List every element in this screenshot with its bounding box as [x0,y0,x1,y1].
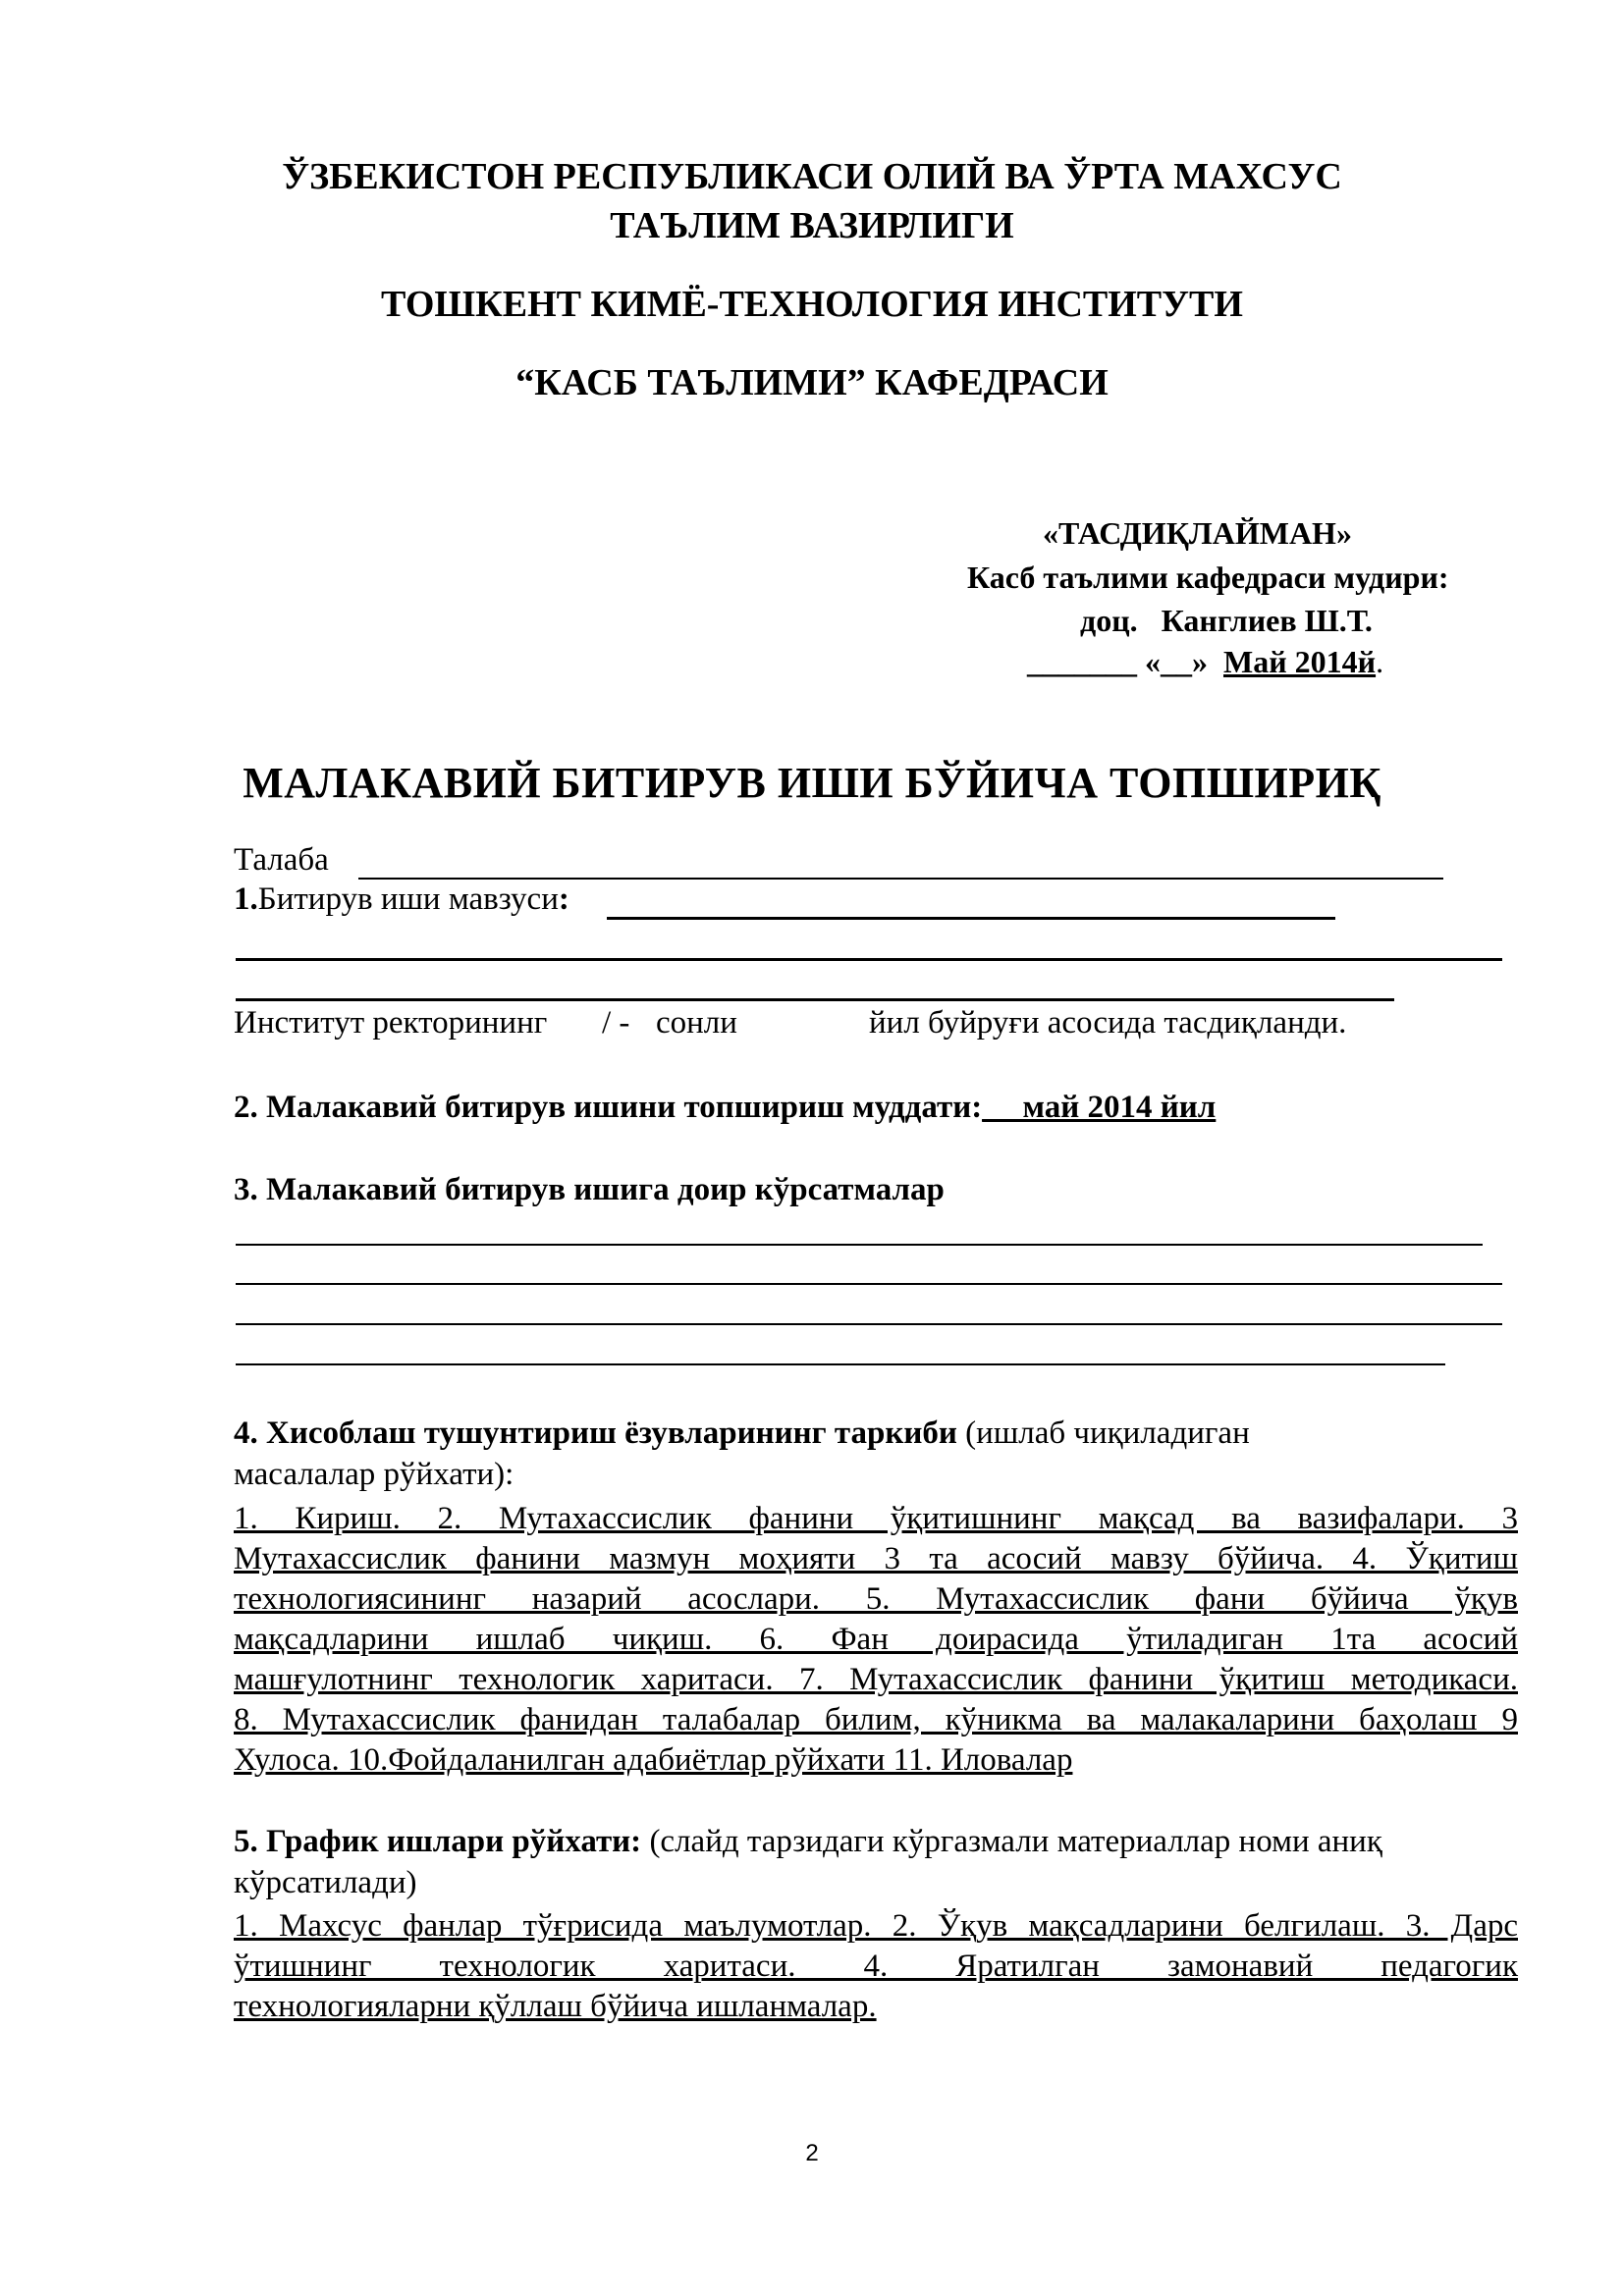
approval-name-line [1080,603,1373,639]
section-3-blank-line-2 [236,1283,1502,1285]
ministry-line-1: ЎЗБЕКИСТОН РЕСПУБЛИКАСИ ОЛИЙ ВА ЎРТА МАХСУС [282,156,1342,197]
section-2-line [234,1090,1216,1126]
section-4-line: 1. Кириш. 2. Мутахассислик фанини ўқитишнинг мақсад ва вазифалари. 3 [234,1501,1518,1536]
approval-position: Касб таълими кафедраси мудири: [967,560,1449,595]
section-5-label-line-2: кўрсатилади) [234,1865,417,1900]
department-name: “КАСБ ТАЪЛИМИ” КАФЕДРАСИ [515,362,1109,403]
section-5-line: ўтишнинг технологик харитаси. 4. Яратилган замонавий педагогик [234,1949,1518,1984]
approval-date-blank: _______ [1027,644,1137,679]
approval-name: Канглиев Ш.Т. [1161,603,1373,638]
topic-number: 1. [234,881,258,917]
section-4-line: машғулотнинг технологик харитаси. 7. Мутахассислик фанини ўқитиш методикаси. [234,1662,1518,1697]
order-text-2: / - [602,1005,630,1041]
section-5-line: 1. Махсус фанлар тўғрисида маълумотлар. 2. Ўқув мақсадларини белгилаш. 3. Дарс [234,1908,1518,1944]
section-5-label: 5. График ишлари рўйхати: [234,1824,642,1859]
section-5-heading [234,1824,1382,1860]
page-number: 2 [805,2140,819,2166]
section-5-label-rest: (слайд тарзидаги кўргазмали материаллар номи аниқ [641,1824,1382,1859]
topic-label-line [234,881,569,918]
student-label: Талаба [234,842,329,878]
order-text-4: йил буйруғи асосида тасдиқланди. [869,1005,1347,1041]
section-3-blank-line-3 [236,1323,1502,1325]
section-4-line: Хулоса. 10.Фойдаланилган адабиётлар рўйхати 11. Иловалар [234,1742,1073,1778]
order-text-3: сонли [656,1005,737,1041]
topic-colon: : [558,881,569,917]
approval-date-month-year: Май 2014й [1223,644,1377,679]
section-4-label: 4. Хисоблаш тушунтириш ёзувларининг таркиби [234,1415,957,1451]
topic-blank-line-1 [607,917,1335,920]
section-3-blank-line-4 [236,1363,1445,1365]
section-4-label-rest: (ишлаб чиқиладиган [956,1415,1250,1451]
section-4-line: 8. Мутахассислик фанидан талабалар билим, кўникма ва малакаларини баҳолаш 9 [234,1702,1518,1737]
section-4-label-line-2: масалалар рўйхати): [234,1457,514,1492]
section-3-blank-line-1 [236,1244,1483,1246]
ministry-line-2: ТАЪЛИМ ВАЗИРЛИГИ [610,205,1014,246]
section-4-line: технологиясининг назарий асослари. 5. Мутахассислик фани бўйича ўқув [234,1581,1518,1617]
approval-name-prefix: доц. [1080,603,1138,638]
section-5-line: технологияларни қўллаш бўйича ишланмалар. [234,1989,877,2024]
approval-date-end: . [1376,644,1384,679]
section-4-line: мақсадларини ишлаб чиқиш. 6. Фан доирасида ўтиладиган 1та асосий [234,1622,1518,1657]
topic-blank-line-3 [236,998,1394,1001]
approval-date-day: «__» [1145,644,1208,679]
approval-date-line [1027,644,1383,680]
section-4-line: Мутахассислик фанини мазмун моҳияти 3 та асосий мавзу бўйича. 4. Ўқитиш [234,1541,1518,1576]
section-4-content [234,1499,1518,1781]
order-text-1: Институт ректорининг [234,1005,548,1041]
section-2-deadline: __ май 2014 йил [982,1090,1217,1125]
section-3-label: 3. Малакавий битирув ишига доир кўрсатмалар [234,1172,945,1207]
section-2-label: 2. Малакавий битирув ишини топшириш муддати: [234,1090,983,1125]
document-title: МАЛАКАВИЙ БИТИРУВ ИШИ БЎЙИЧА ТОПШИРИҚ [243,759,1381,807]
approval-stamp: «ТАСДИҚЛАЙМАН» [1043,515,1352,551]
topic-label: Битирув иши мавзуси [257,881,559,917]
topic-blank-line-2 [236,958,1502,961]
student-blank-line [358,878,1443,880]
section-4-heading [234,1415,1250,1452]
section-5-content [234,1906,1518,2027]
institute-name: ТОШКЕНТ КИМЁ-ТЕХНОЛОГИЯ ИНСТИТУТИ [381,284,1243,325]
